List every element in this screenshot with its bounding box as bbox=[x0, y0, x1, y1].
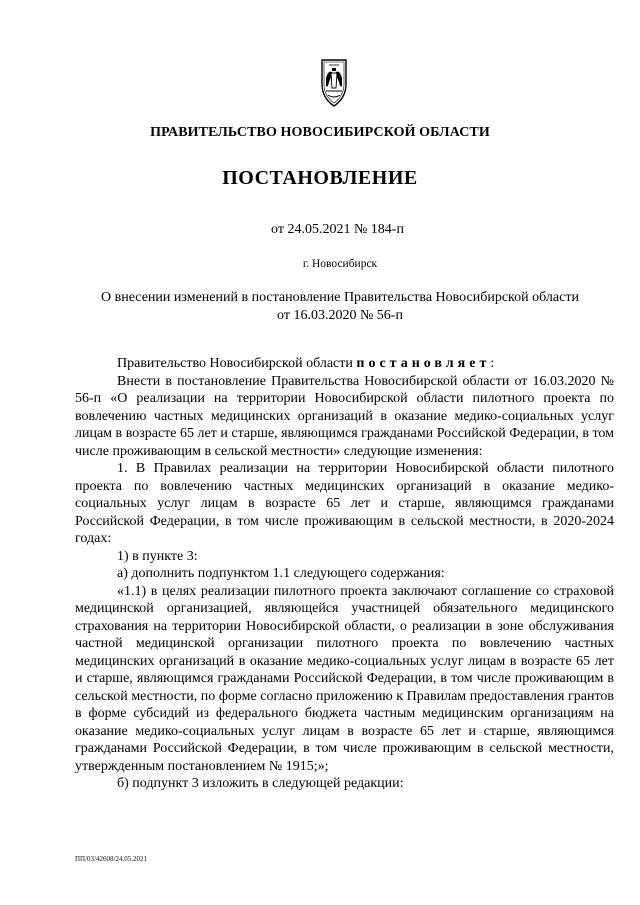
subject-line-2: от 16.03.2020 № 56-п bbox=[277, 308, 403, 323]
intro-text: Правительство Новосибирской области bbox=[117, 356, 357, 371]
intro-colon: : bbox=[490, 356, 495, 371]
intro-paragraph bbox=[75, 355, 614, 373]
paragraph-subitem-1: 1) в пункте 3: bbox=[117, 548, 198, 564]
city-name: г. Новосибирск bbox=[302, 258, 378, 270]
document-body bbox=[75, 355, 614, 793]
paragraph-subitem-a: а) дополнить подпунктом 1.1 следующего содержания: bbox=[117, 566, 445, 581]
subject-line-1: О внесении изменений в постановление Правительства Новосибирской области bbox=[101, 290, 579, 305]
paragraph-item-1: 1. В Правилах реализации на территории Новосибирской области пилотного проекта по вовлечению частных медицинских организаций в оказание медико-социальных услуг лицам в возрасте 65 лет и старше, являющимся гражданами Российской Федерации, в том числе проживающим в сельской местности, в 2020-2024 годах: bbox=[75, 461, 614, 546]
coat-of-arms-icon bbox=[314, 58, 354, 108]
resolves-word: постановляет bbox=[356, 356, 491, 371]
paragraph-quote-1-1: «1.1) в целях реализации пилотного проекта заключают соглашение со страховой медицинской организацией, являющейся участницей обязательного медицинского страхования на территории Новосибирской области, о реализации в зоне обслуживания частной медицинской организации пилотного проекта по вовлечению частных медицинских организаций в оказание медико-социальных услуг лицам в возрасте 65 лет и старше, являющимся гражданами Российской Федерации, в том числе проживающим в сельской местности, по форме согласно приложению к Правилам предоставления грантов в форме субсидий из федерального бюджета частным медицинским организациям на оказание медико-социальных услуг лицам в возрасте 65 лет и старше, являющимся гражданами Российской Федерации, в том числе проживающим в сельской местности, утвержденным постановлением № 1915;»; bbox=[75, 583, 614, 774]
government-name: ПРАВИТЕЛЬСТВО НОВОСИБИРСКОЙ ОБЛАСТИ bbox=[150, 125, 490, 140]
paragraph-amend: Внести в постановление Правительства Новосибирской области от 16.03.2020 № 56-п «О реализации на территории Новосибирской области пилотного проекта по вовлечению частных медицинских организаций в оказание медико-социальных услуг лицам в возрасте 65 лет и старше, являющимся гражданами Российской Федерации, в том числе проживающим в сельской местности» следующие изменения: bbox=[75, 373, 614, 459]
date-and-number: от 24.05.2021 № 184-п bbox=[271, 222, 404, 237]
document-subject bbox=[75, 289, 605, 325]
document-code: ПП/03/42608/24.05.2021 bbox=[75, 855, 147, 863]
document-type-title: ПОСТАНОВЛЕНИЕ bbox=[222, 167, 418, 189]
paragraph-subitem-b: б) подпункт 3 изложить в следующей редакции: bbox=[117, 776, 404, 791]
